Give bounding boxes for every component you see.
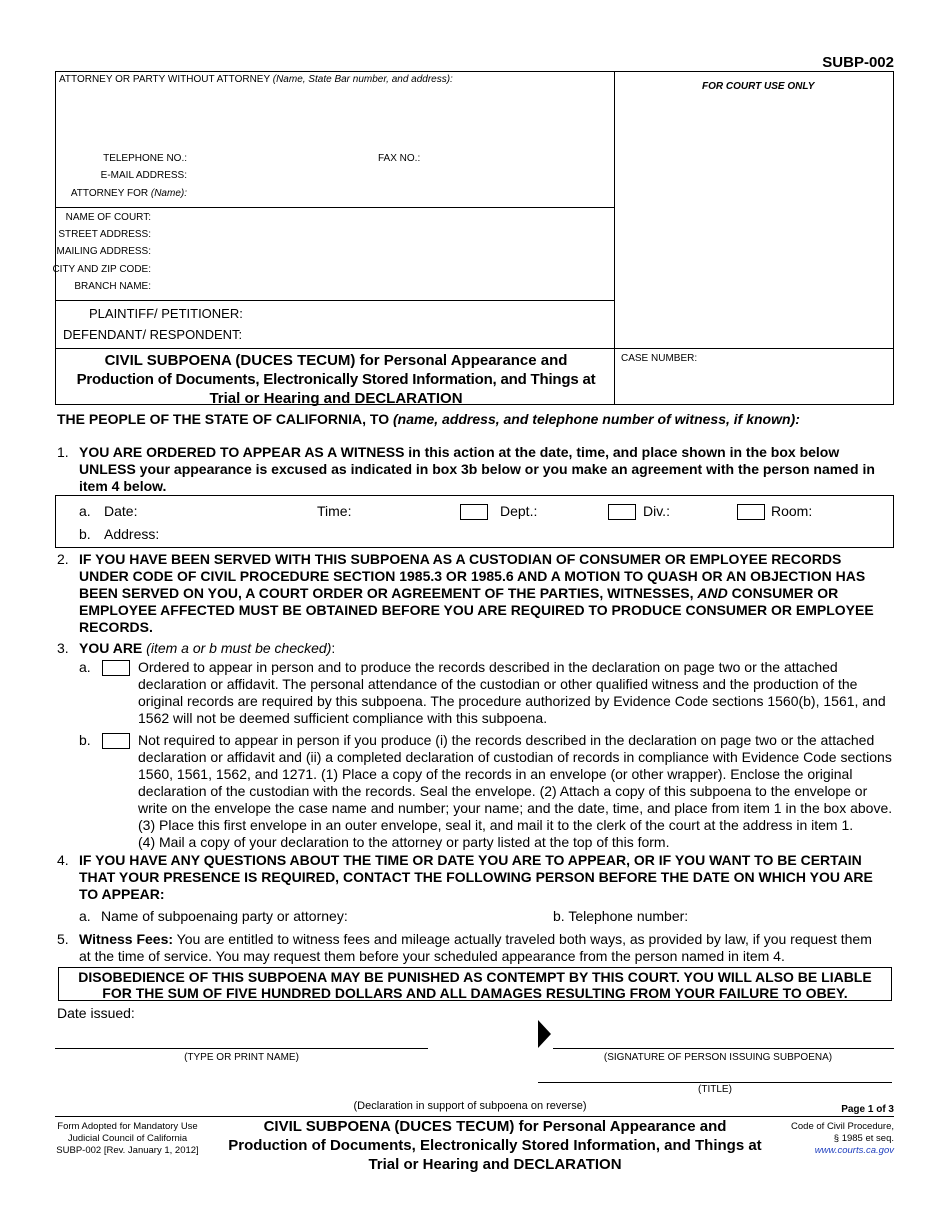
footer-left: Form Adopted for Mandatory Use Judicial Council of California SUBP-002 [Rev. January 1, 2012] <box>56 1121 199 1156</box>
item2-text: IF YOU HAVE BEEN SERVED WITH THIS SUBPOENA AS A CUSTODIAN OF CONSUMER OR EMPLOYEE RECORDS UNDER CODE OF CIVIL PROCEDURE SECTION 1985.3 OR 1985.6 AND A MOTION TO QUASH OR AN OBJECTION HAS BEEN SERVED ON YOU, A COURT ORDER OR AGREEMENT OF THE PARTIES, WITNESSES, AND CONSUMER OR EMPLOYEE AFFECTED MUST BE OBTAINED BEFORE YOU ARE REQUIRED TO PRODUCE CONSUMER OR EMPLOYEE RECORDS. <box>79 551 874 635</box>
people-line: THE PEOPLE OF THE STATE OF CALIFORNIA, TO (name, address, and telephone number of witness, if known): <box>57 411 800 427</box>
item1-number: 1. <box>57 444 69 460</box>
item3b-label: b. <box>79 732 91 748</box>
title-label: (TITLE) <box>698 1084 732 1095</box>
item2-number: 2. <box>57 551 69 567</box>
item3a-text: Ordered to appear in person and to produce the records described in the declaration on page two or the attached declaration or affidavit. The personal attendance of the custodian or other qualified witness and the production of the original records are required by this subpoena. The procedure authorized by Evidence Code sections 1560(b), 1561, and 1562 will not be deemed sufficient compliance with this subpoena. <box>138 659 886 726</box>
court-name-label: NAME OF COURT: <box>65 212 151 223</box>
attorney-for-label: ATTORNEY FOR (Name): <box>70 188 187 199</box>
item4-text: IF YOU HAVE ANY QUESTIONS ABOUT THE TIME OR DATE YOU ARE TO APPEAR, OR IF YOU WANT TO BE CERTAIN THAT YOUR PRESENCE IS REQUIRED, CONTACT THE FOLLOWING PERSON BEFORE THE DATE ON WHICH YOU ARE TO APPEAR: <box>79 852 873 902</box>
type-name-label: (TYPE OR PRINT NAME) <box>184 1052 299 1063</box>
courts-link[interactable]: www.courts.ca.gov <box>814 1145 894 1156</box>
time-label: Time: <box>317 503 352 519</box>
item1-text: YOU ARE ORDERED TO APPEAR AS A WITNESS in this action at the date, time, and place shown in the box below UNLESS your appearance is excused as indicated in box 3b below or you make an agreement with the person named in item 4 below. <box>79 444 875 494</box>
street-address-label: STREET ADDRESS: <box>58 229 151 240</box>
item5-number: 5. <box>57 931 69 947</box>
arrow-icon <box>538 1020 552 1048</box>
dept-checkbox[interactable] <box>460 504 488 520</box>
attorney-label: ATTORNEY OR PARTY WITHOUT ATTORNEY (Name, State Bar number, and address): <box>59 74 453 85</box>
signature-label: (SIGNATURE OF PERSON ISSUING SUBPOENA) <box>603 1052 833 1063</box>
item4a-label: a. <box>79 908 91 924</box>
item4-number: 4. <box>57 852 69 868</box>
date-label: Date: <box>104 503 138 519</box>
room-label: Room: <box>771 503 813 519</box>
case-number-label: CASE NUMBER: <box>621 353 698 364</box>
address-label: Address: <box>104 526 160 542</box>
room-checkbox[interactable] <box>737 504 765 520</box>
appearance-box <box>55 495 894 548</box>
fax-label: FAX NO.: <box>378 153 421 164</box>
defendant-label: DEFENDANT/ RESPONDENT: <box>63 327 243 342</box>
telephone-label: TELEPHONE NO.: <box>103 153 187 164</box>
item3-number: 3. <box>57 640 69 656</box>
item1b-label: b. <box>79 526 91 542</box>
item3a-checkbox[interactable] <box>102 660 130 676</box>
form-id: SUBP-002 <box>822 54 894 71</box>
footer-right: Code of Civil Procedure, § 1985 et seq. www.courts.ca.gov <box>791 1121 894 1156</box>
email-label: E-MAIL ADDRESS: <box>100 170 187 181</box>
court-use-label: FOR COURT USE ONLY <box>702 81 815 92</box>
page-number: Page 1 of 3 <box>841 1104 894 1115</box>
div-checkbox[interactable] <box>608 504 636 520</box>
mailing-address-label: MAILING ADDRESS: <box>56 246 151 257</box>
city-zip-label: CITY AND ZIP CODE: <box>52 264 151 275</box>
declaration-note: (Declaration in support of subpoena on reverse) <box>353 1100 587 1112</box>
item3b-text: Not required to appear in person if you produce (i) the records described in the declaration on page two or the attached declaration or affidavit and (ii) a completed declaration of custodian of records in compliance with Evidence Code sections 1560, 1561, 1562, and 1271. (1) Place a copy of the records in an envelope (or other wrapper). Enclose the original declaration of the custodian with the records. Seal the envelope. (2) Attach a copy of this subpoena to the envelope or write on the envelope the case name and number; your name; and the date, time, and place from item 1 in the box above. (3) Place this first envelope in an outer envelope, seal it, and mail it to the clerk of the court at the address in item 1. (4) Mail a copy of your declaration to the attorney or party listed at the top of this form. <box>138 732 893 850</box>
plaintiff-label: PLAINTIFF/ PETITIONER: <box>89 306 243 321</box>
telephone-number-label: b. Telephone number: <box>553 908 689 924</box>
item3-heading: YOU ARE (item a or b must be checked): <box>79 640 336 656</box>
item1a-label: a. <box>79 503 91 519</box>
date-issued-label: Date issued: <box>57 1005 135 1021</box>
dept-label: Dept.: <box>500 503 538 519</box>
caption-title: CIVIL SUBPOENA (DUCES TECUM) for Personal Appearance and Production of Documents, Electronically Stored Information, and Things at Trial or Hearing and DECLARATION <box>76 352 596 407</box>
warning-box: DISOBEDIENCE OF THIS SUBPOENA MAY BE PUNISHED AS CONTEMPT BY THIS COURT. YOU WILL ALSO BE LIABLE FOR THE SUM OF FIVE HUNDRED DOLLARS AND ALL DAMAGES RESULTING FROM YOUR FAILURE TO OBEY. <box>58 967 892 1001</box>
div-label: Div.: <box>643 503 670 519</box>
item3a-label: a. <box>79 659 91 675</box>
item3b-checkbox[interactable] <box>102 733 130 749</box>
branch-name-label: BRANCH NAME: <box>74 281 151 292</box>
subpoenaing-party-label: Name of subpoenaing party or attorney: <box>101 908 348 924</box>
footer-title: CIVIL SUBPOENA (DUCES TECUM) for Personal Appearance and Production of Documents, Electronically Stored Information, and Things at Trial or Hearing and DECLARATION <box>228 1118 762 1173</box>
item5-text: Witness Fees: You are entitled to witness fees and mileage actually traveled both ways, as provided by law, if you request them at the time of service. You may request them before your scheduled appearance from the person named in item 4. <box>79 931 872 964</box>
